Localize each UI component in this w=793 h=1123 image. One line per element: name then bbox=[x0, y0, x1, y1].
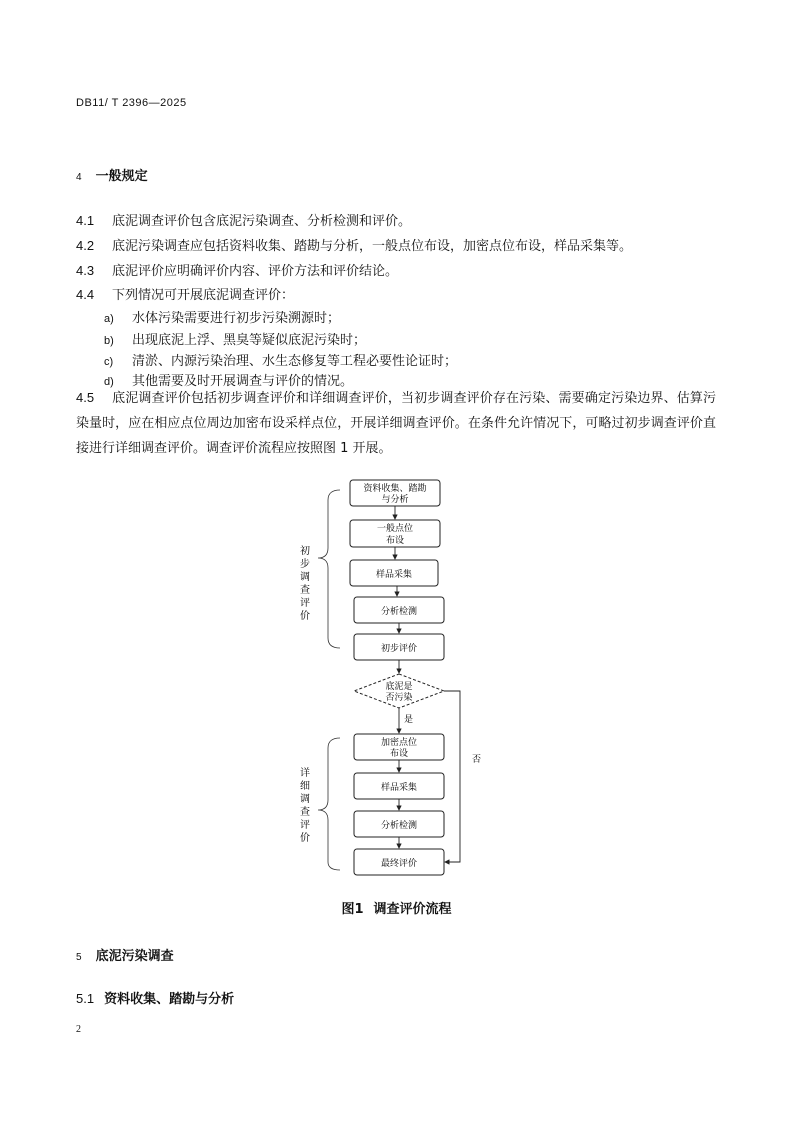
flow-box-analysis-2 bbox=[354, 811, 444, 837]
clause-4-3 bbox=[76, 260, 398, 279]
list-item-b bbox=[104, 329, 366, 348]
figure-title: 调查评价流程 bbox=[373, 902, 452, 917]
section-5-heading bbox=[76, 945, 174, 964]
section-number: 5 bbox=[76, 952, 82, 963]
group-char: 价 bbox=[300, 611, 310, 622]
flow-box-dense-points bbox=[354, 734, 444, 760]
clause-text: 底泥调查评价包括初步调查评价和详细调查评价，当初步调查评价存在污染、需要确定污染边界、估算污染量时，应在相应点位周边加密布设采样点位，开展详细调查评价。在条件允许情况下，可略过初步调查评价直接进行详细调查评价。调查评价流程应按照图 1 开展。 bbox=[76, 391, 716, 456]
clause-number: 4.5 bbox=[76, 390, 95, 405]
group-label-detailed bbox=[300, 766, 310, 844]
group-char: 步 bbox=[300, 559, 310, 570]
box-text: 布设 bbox=[385, 536, 405, 546]
list-label: d) bbox=[104, 376, 114, 388]
group-label-preliminary bbox=[300, 544, 310, 622]
box-text: 最终评价 bbox=[380, 859, 418, 869]
document-header: DB11/ T 2396—2025 bbox=[76, 97, 187, 109]
box-text: 加密点位 bbox=[380, 738, 418, 748]
figure-number: 图1 bbox=[341, 902, 364, 917]
clause-number: 4.4 bbox=[76, 287, 95, 302]
list-item-c bbox=[104, 350, 457, 369]
decision-text: 底泥是 bbox=[385, 682, 413, 692]
clause-number: 4.1 bbox=[76, 213, 95, 228]
list-label: b) bbox=[104, 335, 114, 347]
list-text: 其他需要及时开展调查与评价的情况。 bbox=[132, 374, 354, 389]
flow-box-analysis-1 bbox=[354, 597, 444, 623]
list-text: 水体污染需要进行初步污染溯源时； bbox=[132, 311, 341, 326]
page-number: 2 bbox=[76, 1024, 81, 1035]
section-title: 资料收集、踏勘与分析 bbox=[104, 992, 235, 1007]
section-number: 4 bbox=[76, 172, 82, 183]
box-text: 一般点位 bbox=[376, 524, 414, 534]
clause-4-1 bbox=[76, 210, 411, 229]
clause-text: 底泥污染调查应包括资料收集、踏勘与分析，一般点位布设，加密点位布设，样品采集等。 bbox=[112, 239, 633, 254]
figure-caption bbox=[0, 898, 793, 917]
flow-box-sampling-1 bbox=[350, 560, 438, 586]
list-label: a) bbox=[104, 313, 114, 325]
clause-text: 底泥调查评价包含底泥污染调查、分析检测和评价。 bbox=[112, 214, 412, 229]
group-char: 价 bbox=[300, 833, 310, 844]
no-label: 否 bbox=[472, 755, 482, 765]
group-char: 细 bbox=[300, 781, 310, 792]
section-title: 一般规定 bbox=[95, 169, 148, 184]
box-text: 与分析 bbox=[381, 495, 409, 505]
list-text: 出现底泥上浮、黑臭等疑似底泥污染时； bbox=[132, 333, 367, 348]
list-label: c) bbox=[104, 356, 114, 368]
flow-box-sampling-2 bbox=[354, 773, 444, 799]
decision-text: 否污染 bbox=[385, 693, 413, 703]
list-item-a bbox=[104, 307, 340, 326]
box-text: 样品采集 bbox=[375, 570, 413, 580]
group-char: 评 bbox=[300, 820, 310, 831]
group-char: 初 bbox=[300, 546, 310, 557]
survey-flowchart bbox=[280, 470, 520, 880]
clause-4-4 bbox=[76, 284, 294, 303]
yes-label: 是 bbox=[404, 715, 414, 725]
box-text: 布设 bbox=[389, 749, 409, 759]
section-5-1-heading bbox=[76, 988, 234, 1007]
clause-number: 4.2 bbox=[76, 238, 95, 253]
flow-box-final-eval bbox=[354, 849, 444, 875]
brace-detailed bbox=[318, 738, 340, 870]
section-number: 5.1 bbox=[76, 991, 95, 1006]
box-text: 分析检测 bbox=[380, 607, 418, 617]
clause-text: 下列情况可开展底泥调查评价： bbox=[112, 288, 295, 303]
group-char: 详 bbox=[300, 768, 310, 779]
list-text: 清淤、内源污染治理、水生态修复等工程必要性论证时； bbox=[132, 354, 458, 369]
box-text: 初步评价 bbox=[380, 644, 418, 654]
box-text: 分析检测 bbox=[380, 821, 418, 831]
clause-4-5 bbox=[76, 385, 716, 461]
section-title: 底泥污染调查 bbox=[95, 949, 174, 964]
clause-number: 4.3 bbox=[76, 263, 95, 278]
group-char: 查 bbox=[300, 585, 310, 596]
flow-box-preliminary-eval bbox=[354, 634, 444, 660]
clause-text: 底泥评价应明确评价内容、评价方法和评价结论。 bbox=[112, 264, 399, 279]
group-char: 调 bbox=[300, 794, 310, 805]
group-char: 评 bbox=[300, 598, 310, 609]
clause-4-2 bbox=[76, 235, 632, 254]
box-text: 样品采集 bbox=[380, 783, 418, 793]
box-text: 资料收集、踏勘 bbox=[363, 484, 427, 494]
brace-preliminary bbox=[318, 490, 340, 648]
flow-decision-polluted bbox=[354, 674, 444, 708]
group-char: 查 bbox=[300, 807, 310, 818]
flow-box-general-points bbox=[350, 520, 440, 547]
section-4-heading bbox=[76, 165, 148, 184]
flow-box-data-collection bbox=[350, 480, 440, 506]
group-char: 调 bbox=[300, 572, 310, 583]
